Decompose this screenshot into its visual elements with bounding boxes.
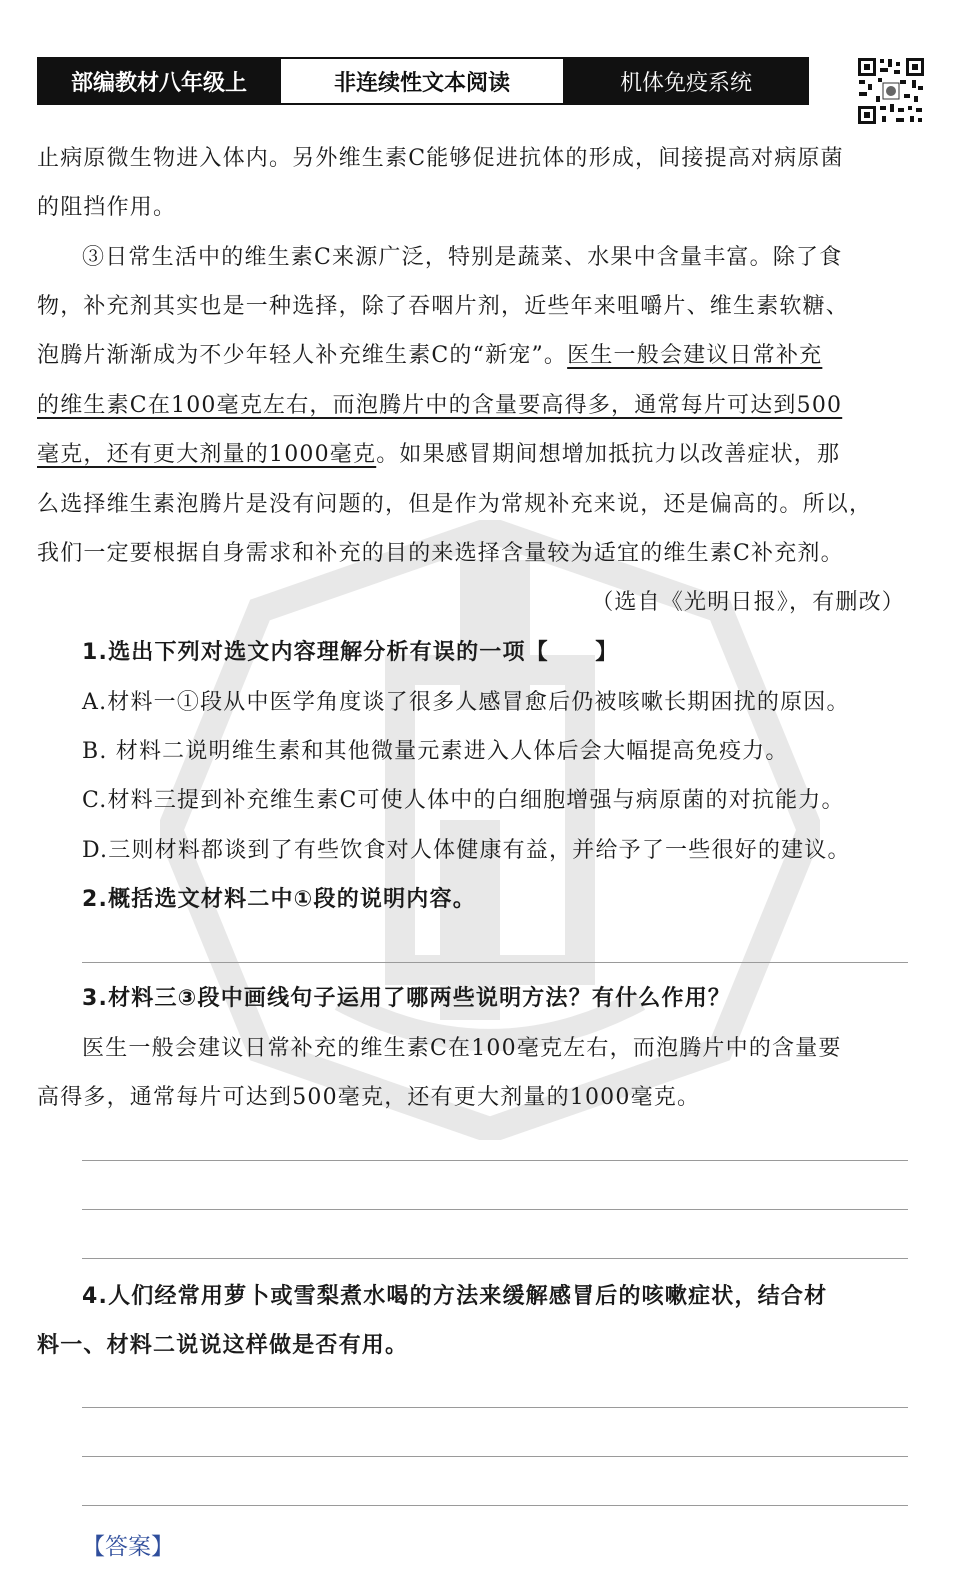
- option-c: C.材料三提到补充维生素C可使人体中的白细胞增强与病原菌的对抗能力。: [82, 788, 845, 813]
- question-2: 2.概括选文材料二中①段的说明内容。: [82, 887, 476, 912]
- header-subject: 机体免疫系统: [565, 59, 807, 103]
- answer-line[interactable]: [82, 1456, 908, 1457]
- passage-text: 。如果感冒期间想增加抵抗力以改善症状，那: [376, 442, 841, 467]
- answer-heading: 【答案】: [82, 1534, 174, 1560]
- question-3: 3.材料三③段中画线句子运用了哪两些说明方法？有什么作用？: [82, 986, 732, 1011]
- answer-line[interactable]: [82, 1407, 908, 1408]
- passage-line: 的阻挡作用。: [37, 195, 177, 220]
- passage-line: [37, 440, 927, 470]
- answer-line[interactable]: [82, 1505, 908, 1506]
- header-bar: [37, 57, 809, 105]
- underlined-sentence: 毫克，还有更大剂量的1000毫克: [37, 442, 377, 467]
- option-a: A.材料一①段从中医学角度谈了很多人感冒愈后仍被咳嗽长期困扰的原因。: [82, 690, 850, 715]
- passage-line: [37, 341, 927, 371]
- header-topic: 非连续性文本阅读: [279, 59, 565, 103]
- question-3-quote: 医生一般会建议日常补充的维生素C在100毫克左右，而泡腾片中的含量要: [82, 1036, 842, 1061]
- passage-line: 止病原微生物进入体内。另外维生素C能够促进抗体的形成，间接提高对病原菌: [37, 146, 844, 171]
- question-4: 4.人们经常用萝卜或雪梨煮水喝的方法来缓解感冒后的咳嗽症状，结合材: [82, 1284, 828, 1309]
- answer-line[interactable]: [82, 962, 908, 963]
- question-4: 料一、材料二说说这样做是否有用。: [37, 1333, 409, 1358]
- option-b: B. 材料二说明维生素和其他微量元素进入人体后会大幅提高免疫力。: [82, 739, 789, 764]
- underlined-sentence: 的维生素C在100毫克左右，而泡腾片中的含量要高得多，通常每片可达到500: [37, 393, 843, 418]
- qr-code-icon: [856, 56, 926, 126]
- passage-text: 泡腾片渐渐成为不少年轻人补充维生素C的“新宠”。: [37, 343, 568, 368]
- passage-line: 我们一定要根据自身需求和补充的目的来选择含量较为适宜的维生素C补充剂。: [37, 541, 844, 566]
- passage-line: 物，补充剂其实也是一种选择，除了吞咽片剂，近些年来咀嚼片、维生素软糖、: [37, 294, 850, 319]
- question-3-quote: 高得多，通常每片可达到500毫克，还有更大剂量的1000毫克。: [37, 1085, 701, 1110]
- answer-line[interactable]: [82, 1258, 908, 1259]
- passage-line: ③日常生活中的维生素C来源广泛，特别是蔬菜、水果中含量丰富。除了食: [82, 245, 843, 270]
- underlined-sentence: 医生一般会建议日常补充: [567, 343, 823, 368]
- answer-line[interactable]: [82, 1160, 908, 1161]
- question-1: 1.选出下列对选文内容理解分析有误的一项【 】: [82, 640, 619, 665]
- answer-line[interactable]: [82, 1209, 908, 1210]
- option-d: D.三则材料都谈到了有些饮食对人体健康有益，并给予了一些很好的建议。: [82, 838, 851, 863]
- header-grade: 部编教材八年级上: [39, 59, 279, 103]
- passage-line: 么选择维生素泡腾片是没有问题的，但是作为常规补充来说，还是偏高的。所以，: [37, 492, 873, 517]
- source-citation: （选自《光明日报》，有删改）: [591, 590, 905, 615]
